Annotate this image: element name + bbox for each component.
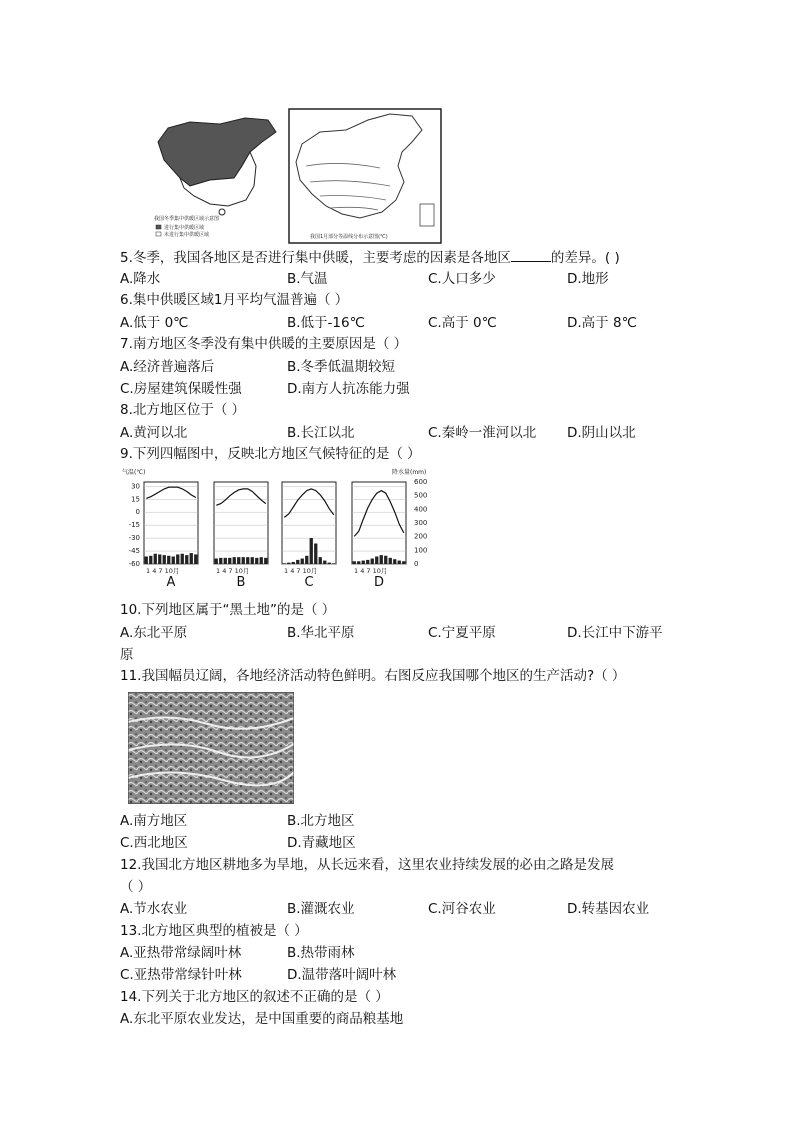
- precip-bar: [251, 557, 254, 564]
- question-13-option-d[interactable]: D.温带落叶阔叶林: [287, 967, 397, 983]
- panel-label: A: [166, 575, 176, 590]
- precip-tick-label: 200: [414, 532, 428, 541]
- precip-bar: [158, 554, 161, 564]
- question-12-option-d[interactable]: D.转基因农业: [567, 901, 650, 917]
- question-10-option-b[interactable]: B.华北平原: [287, 625, 355, 641]
- question-8-stem: 8.北方地区位于（ ）: [120, 402, 246, 418]
- heating-region-map: [158, 118, 276, 186]
- precip-bar: [296, 560, 299, 564]
- precip-bar: [233, 557, 236, 564]
- question-7-stem: 7.南方地区冬季没有集中供暖的主要原因是（ ）: [120, 336, 408, 352]
- precip-bar: [163, 555, 166, 564]
- precip-bar: [149, 556, 152, 564]
- left-legend-1: 进行集中供暖区域: [164, 225, 205, 231]
- precip-bar: [393, 559, 396, 564]
- precip-bar: [389, 558, 392, 564]
- question-8-option-d[interactable]: D.阴山以北: [567, 425, 636, 441]
- left-legend-2: 未进行集中供暖区域: [164, 232, 210, 238]
- question-13-stem: 13.北方地区典型的植被是（ ）: [120, 923, 308, 939]
- temp-axis-title: 气温(℃): [122, 469, 146, 476]
- precip-axis-title: 降水量(mm): [392, 469, 427, 476]
- temp-tick-label: -60: [128, 560, 140, 568]
- china-maps-svg: [150, 108, 442, 246]
- precip-bar: [260, 557, 263, 564]
- question-10-option-d-wrap: 原: [120, 647, 134, 663]
- question-10-option-d[interactable]: D.长江中下游平: [567, 625, 663, 641]
- temp-tick-label: -15: [128, 521, 140, 530]
- answer-blank: [511, 247, 551, 262]
- precip-bar: [402, 561, 405, 564]
- right-map-caption: 我国1月部分等温线分布示意图(℃): [310, 234, 388, 240]
- question-11-stem: 11.我国幅员辽阔，各地经济活动特色鲜明。右图反应我国哪个地区的生产活动?（ ）: [120, 668, 626, 684]
- precip-bar: [310, 538, 313, 564]
- question-14-stem: 14.下列关于北方地区的叙述不正确的是（ ）: [120, 989, 389, 1005]
- precip-bar: [185, 555, 188, 564]
- precip-bar: [172, 556, 175, 564]
- panel-label: C: [304, 575, 314, 590]
- precip-bar: [255, 558, 258, 564]
- question-12-stem: 12.我国北方地区耕地多为旱地，从长远来看，这里农业持续发展的必由之路是发展: [120, 857, 614, 873]
- precip-bar: [384, 556, 387, 564]
- question-5-option-c[interactable]: C.人口多少: [428, 271, 496, 287]
- precip-bar: [190, 553, 193, 564]
- question-13-option-a[interactable]: A.亚热带常绿阔叶林: [120, 945, 242, 961]
- question-12-option-c[interactable]: C.河谷农业: [428, 901, 496, 917]
- precip-bar: [228, 558, 231, 564]
- climate-panel-c: [282, 482, 336, 590]
- question-5-option-b[interactable]: B.气温: [287, 271, 328, 287]
- question-6-option-d[interactable]: D.高于 8℃: [567, 315, 637, 331]
- precip-bar: [215, 559, 218, 564]
- question-13-option-c[interactable]: C.亚热带常绿针叶林: [120, 967, 242, 983]
- temp-axis-ticks: [129, 482, 140, 568]
- question-8-option-c[interactable]: C.秦岭一淮河以北: [428, 425, 537, 441]
- precip-bar: [314, 544, 317, 565]
- precip-bar: [219, 558, 222, 564]
- question-5-stem-a: 5.冬季，我国各地区是否进行集中供暖，主要考虑的因素是各地区: [120, 250, 511, 266]
- precip-bar: [287, 563, 290, 564]
- precip-tick-label: 100: [414, 546, 428, 555]
- question-14-option-a[interactable]: A.东北平原农业发达，是中国重要的商品粮基地: [120, 1011, 404, 1027]
- question-7-option-b[interactable]: B.冬季低温期较短: [287, 359, 396, 375]
- month-tick-labels: 1 4 7 10月: [284, 567, 318, 575]
- precip-tick-label: 300: [414, 519, 428, 527]
- precip-bar: [181, 554, 184, 564]
- question-5-option-d[interactable]: D.地形: [567, 271, 609, 287]
- precip-bar: [246, 557, 249, 564]
- precip-bar: [283, 563, 286, 564]
- question-7-option-c[interactable]: C.房屋建筑保暖性强: [120, 381, 242, 397]
- panel-label: B: [236, 575, 246, 590]
- question-12-option-b[interactable]: B.灌溉农业: [287, 901, 355, 917]
- precip-bar: [375, 556, 378, 564]
- precip-bar: [167, 556, 170, 564]
- precip-bar: [242, 557, 245, 564]
- precip-tick-label: 0: [414, 560, 419, 568]
- precip-bar: [366, 560, 369, 564]
- precip-bar: [328, 563, 331, 564]
- panel-frame: [282, 482, 336, 564]
- climate-panel-a: [144, 482, 198, 590]
- question-10-option-a[interactable]: A.东北平原: [120, 625, 188, 641]
- temp-tick-label: 15: [131, 495, 140, 504]
- question-10-stem: 10.下列地区属于“黑土地”的是（ ）: [120, 602, 336, 618]
- question-8-option-b[interactable]: B.长江以北: [287, 425, 355, 441]
- question-10-option-c[interactable]: C.宁夏平原: [428, 625, 496, 641]
- question-11-option-c[interactable]: C.西北地区: [120, 835, 188, 851]
- question-5-option-a[interactable]: A.降水: [120, 271, 161, 287]
- precip-bar: [380, 555, 383, 564]
- precip-tick-label: 500: [414, 491, 428, 500]
- temp-tick-label: 30: [131, 482, 140, 491]
- question-7-option-d[interactable]: D.南方人抗冻能力强: [287, 381, 410, 397]
- climate-charts-svg: [118, 466, 438, 592]
- question-5-stem-b: 的差异。( ): [550, 250, 620, 266]
- precip-bar: [332, 563, 335, 564]
- precip-bar: [301, 559, 304, 564]
- temp-tick-label: -45: [128, 547, 140, 556]
- panel-frame: [214, 482, 268, 564]
- left-map-caption: 我国冬季集中供暖区域示意图: [154, 216, 220, 222]
- precip-bar: [357, 561, 360, 564]
- temp-tick-label: 0: [135, 508, 140, 517]
- question-6-stem: 6.集中供暖区域1月平均气温普遍（ ）: [120, 292, 349, 308]
- precip-bar: [323, 561, 326, 564]
- question-12-stem-paren: （ ）: [120, 879, 152, 895]
- precip-bar: [176, 554, 179, 564]
- question-12-option-a[interactable]: A.节水农业: [120, 901, 188, 917]
- precip-tick-label: 600: [414, 478, 428, 486]
- precip-bar: [264, 558, 267, 564]
- isotherm-map-frame: [289, 109, 441, 243]
- precip-bar: [398, 561, 401, 564]
- question-11-option-d[interactable]: D.青藏地区: [287, 835, 356, 851]
- month-tick-labels: 1 4 7 10月: [354, 567, 388, 575]
- climate-panel-b: [214, 482, 268, 590]
- terraced-field-photo: [128, 692, 294, 804]
- question-9-stem: 9.下列四幅图中，反映北方地区气候特征的是（ ）: [120, 446, 421, 462]
- question-11-option-b[interactable]: B.北方地区: [287, 813, 355, 829]
- question-13-option-b[interactable]: B.热带雨林: [287, 945, 355, 961]
- precip-tick-label: 400: [414, 505, 428, 514]
- climate-panels: [144, 482, 406, 590]
- question-8-option-a[interactable]: A.黄河以北: [120, 425, 188, 441]
- question-6-option-b[interactable]: B.低于-16℃: [287, 315, 365, 331]
- maps-figure: [150, 108, 442, 246]
- precip-bar: [371, 559, 374, 564]
- month-tick-labels: 1 4 7 10月: [146, 567, 180, 575]
- precip-bar: [154, 554, 157, 564]
- precip-axis-ticks: [414, 478, 427, 568]
- question-5-stem: [120, 247, 620, 267]
- question-7-option-a[interactable]: A.经济普遍落后: [120, 359, 215, 375]
- month-tick-labels: 1 4 7 10月: [216, 567, 250, 575]
- panel-frame: [352, 482, 406, 564]
- temp-tick-label: -30: [128, 534, 140, 543]
- climate-charts-figure: [118, 466, 438, 592]
- question-11-option-a[interactable]: A.南方地区: [120, 813, 188, 829]
- climate-panel-d: [352, 482, 406, 590]
- precip-bar: [224, 558, 227, 564]
- precip-bar: [237, 557, 240, 564]
- precip-bar: [319, 557, 322, 564]
- precip-bar: [362, 561, 365, 564]
- panel-label: D: [373, 575, 385, 590]
- precip-bar: [145, 556, 148, 564]
- question-6-option-c[interactable]: C.高于 0℃: [428, 315, 497, 331]
- terraced-field-image: [128, 692, 294, 804]
- question-6-option-a[interactable]: A.低于 0℃: [120, 315, 189, 331]
- precip-bar: [353, 561, 356, 564]
- precip-bar: [194, 554, 197, 564]
- precip-bar: [292, 562, 295, 564]
- precip-bar: [305, 556, 308, 564]
